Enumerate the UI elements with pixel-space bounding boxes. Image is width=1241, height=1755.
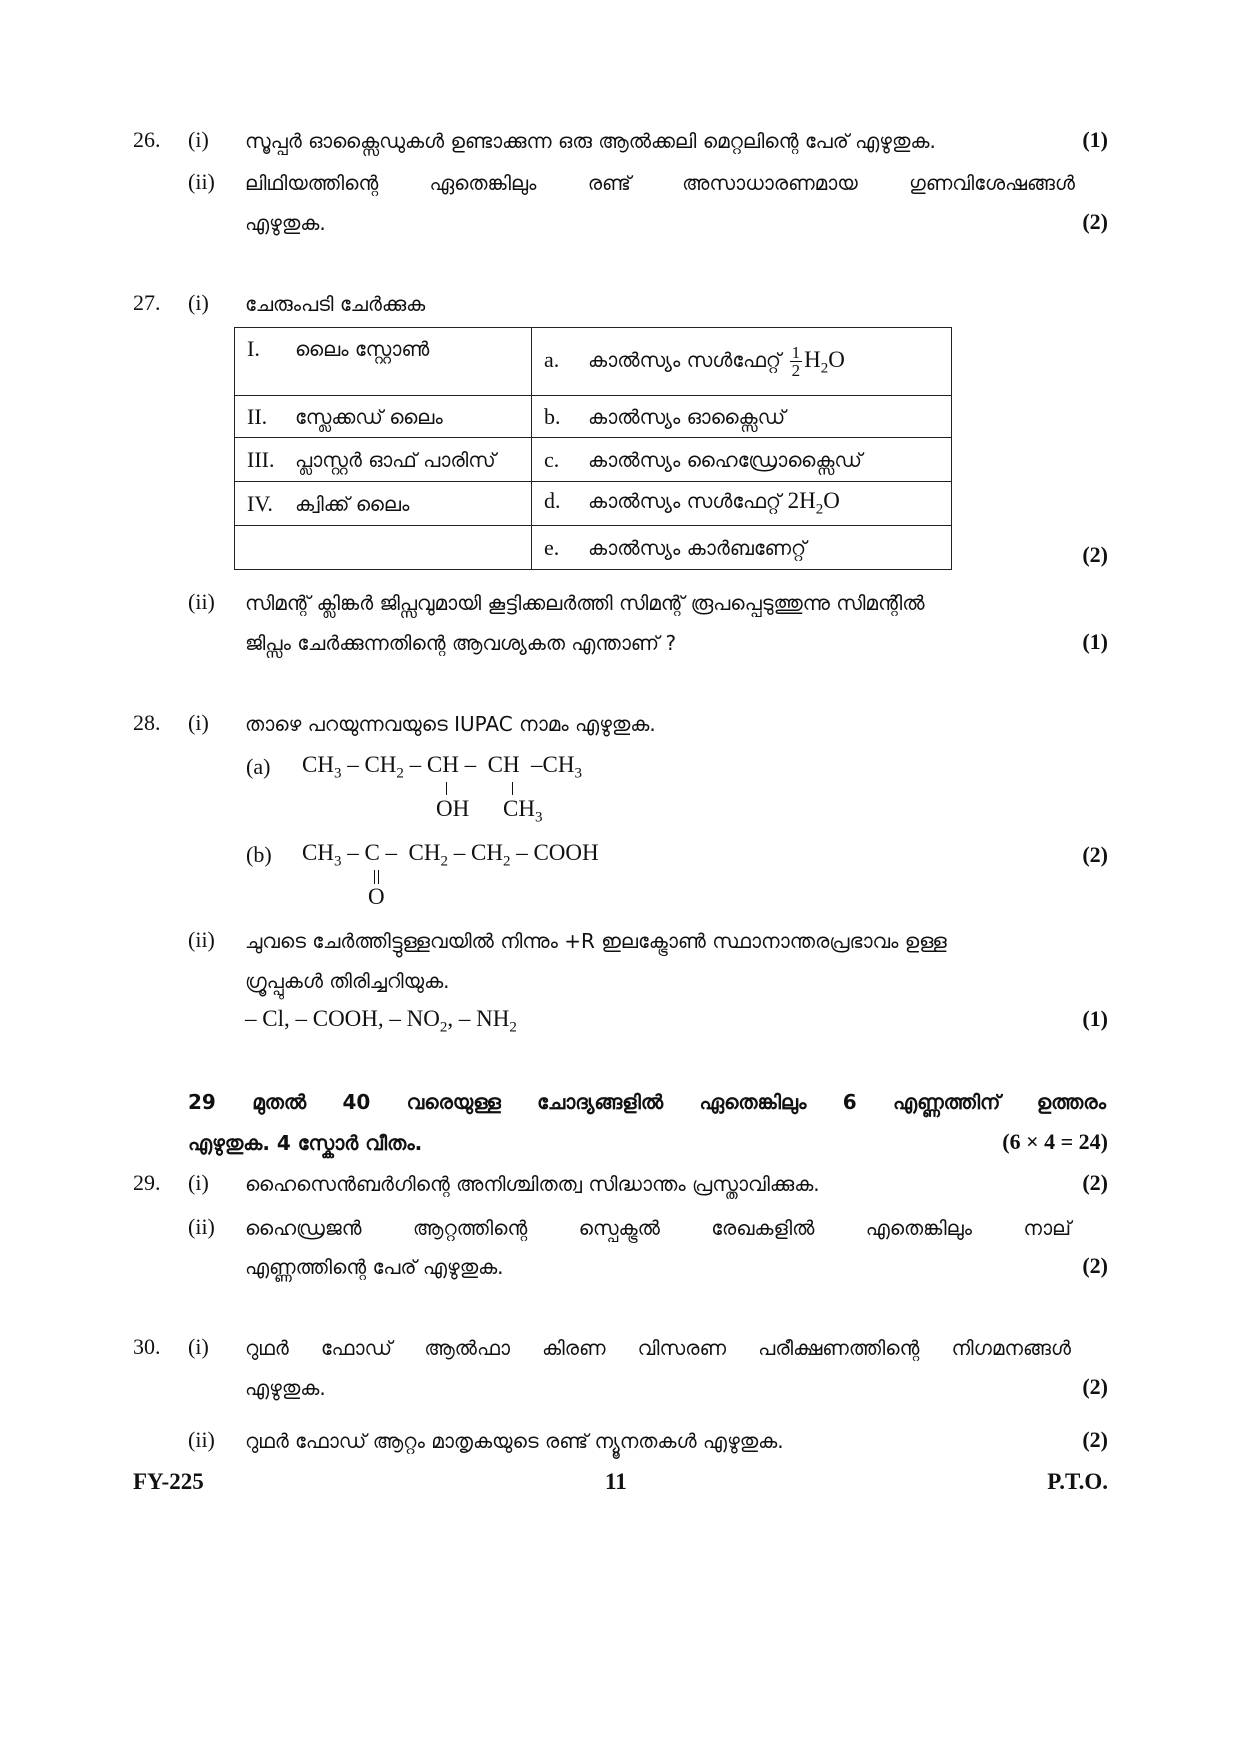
instruction-word: ചോദ്യങ്ങളിൽ	[537, 1090, 664, 1114]
left-cell	[235, 396, 532, 438]
q30-i-word: ആൽഫാ	[424, 1336, 510, 1360]
q30-i-marks: (2)	[1082, 1374, 1108, 1399]
q27-ii-line2: ജിപ്സം ചേർക്കുന്നതിന്റെ ആവശ്യകത എന്താണ് ?	[245, 631, 677, 655]
right-item: കാൽസ്യം കാർബണേറ്റ്	[588, 535, 807, 560]
table-row	[235, 438, 952, 482]
left-numeral: IV.	[247, 490, 273, 516]
q29-ii-word: ഹൈഡ്രജൻ	[245, 1216, 362, 1240]
q28-i-text: താഴെ പറയുന്നവയുടെ IUPAC നാമം എഴുതുക.	[245, 712, 656, 736]
q30-i-word: ഫോഡ്	[320, 1336, 393, 1360]
section-instruction-line2: എഴുതുക. 4 സ്കോർ വീതം.	[188, 1131, 423, 1155]
table-row	[235, 328, 952, 396]
table-row	[235, 482, 952, 526]
q27-i-text: ചേരുംപടി ചേർക്കുക	[245, 292, 426, 316]
right-item: കാൽസ്യം ഹൈഡ്രോക്സൈഡ്	[588, 447, 863, 472]
q29-ii-line2: എണ്ണത്തിന്റെ പേര് എഴുതുക.	[245, 1255, 504, 1279]
q28-ii-line2: ഗ്രൂപ്പുകൾ തിരിച്ചറിയുക.	[245, 969, 450, 993]
q29-ii-word: നാല്	[1023, 1216, 1071, 1240]
oh-group: OH	[436, 796, 470, 821]
table-row	[235, 396, 952, 438]
right-item: കാൽസ്യം സൾഫേറ്റ്	[588, 348, 781, 372]
left-item: ലൈം സ്റ്റോൺ	[295, 337, 430, 361]
q30-number: 30.	[133, 1334, 161, 1359]
q27-i-marks: (2)	[1082, 542, 1108, 567]
q29-ii-line1	[245, 1216, 1071, 1240]
q28-i-marks: (2)	[1082, 842, 1108, 867]
instruction-word: 40	[342, 1090, 371, 1114]
q30-i-word: റുഥർ	[245, 1336, 289, 1360]
q26-ii-word: ഏതെങ്കിലും	[429, 171, 537, 195]
q28-ii-line1: ചുവടെ ചേർത്തിട്ടുള്ളവയിൽ നിന്നും +R ഇലക്ട്രോൺ സ്ഥാനാന്തരപ്രഭാവം ഉള്ള	[245, 929, 947, 953]
fraction: $\frac{1}{2}$	[791, 343, 801, 380]
q29-ii-word: എതെങ്കിലും	[865, 1216, 973, 1240]
q29-ii-label: (ii)	[188, 1214, 215, 1239]
q29-ii-marks: (2)	[1082, 1253, 1108, 1278]
instruction-word: 6	[842, 1090, 857, 1114]
q28-number: 28.	[133, 710, 161, 735]
bond-line	[446, 782, 447, 795]
q30-ii-label: (ii)	[188, 1427, 215, 1452]
right-letter: e.	[544, 534, 560, 560]
instruction-word: ഏതെങ്കിലും	[699, 1090, 807, 1114]
q30-i-word: പരീക്ഷണത്തിന്റെ	[758, 1336, 920, 1360]
q26-i-marks: (1)	[1082, 127, 1108, 152]
q27-ii-label: (ii)	[188, 589, 215, 614]
q29-ii-word: രേഖകളിൽ	[711, 1216, 815, 1240]
q27-number: 27.	[133, 290, 161, 315]
right-cell	[532, 438, 952, 482]
right-letter: c.	[544, 446, 560, 472]
bond-line	[512, 782, 513, 795]
right-cell	[532, 526, 952, 570]
q29-i-label: (i)	[188, 1170, 209, 1195]
q26-ii-line2: എഴുതുക.	[245, 211, 326, 235]
right-letter: a.	[544, 347, 560, 372]
q27-ii-line1: സിമന്റ് ക്ലിങ്കർ ജിപ്സവുമായി കൂട്ടിക്കലർത്തി സിമന്റ് രൂപപ്പെടുത്തുന്നു സിമന്റിൽ	[245, 591, 925, 615]
left-cell	[235, 328, 532, 396]
q29-ii-word: സ്പെക്ട്രൽ	[578, 1216, 660, 1240]
q26-ii-line1	[245, 171, 1075, 195]
instruction-word: 29	[188, 1090, 216, 1114]
match-table	[234, 327, 952, 570]
formula-b: $CH_3$ – C – $CH_2 - CH_2$ – COOH	[302, 840, 599, 870]
q26-ii-label: (ii)	[188, 169, 215, 194]
q26-ii-marks: (2)	[1082, 209, 1108, 234]
instruction-word: വരെയുള്ള	[406, 1090, 501, 1114]
left-item: പ്ലാസ്റ്റർ ഓഫ് പാരിസ്	[295, 447, 496, 472]
instruction-word: എണ്ണത്തിന്	[893, 1090, 1001, 1114]
q29-ii-word: ആറ്റത്തിന്റെ	[412, 1216, 528, 1240]
formula-a: $CH_3 - CH_2$ – CH – CH $-CH_3$	[302, 752, 583, 782]
q29-number: 29.	[133, 1170, 161, 1195]
q26-number: 26.	[133, 127, 161, 152]
q26-ii-word: ഗുണവിശേഷങ്ങൾ	[909, 171, 1075, 195]
right-letter: d.	[544, 488, 561, 514]
q26-i-text: സൂപ്പർ ഓക്സൈഡുകൾ ഉണ്ടാക്കുന്ന ഒരു ആൽക്കലി മെറ്റലിന്റെ പേര് എഴുതുക.	[245, 129, 936, 153]
q30-i-line2: എഴുതുക.	[245, 1376, 326, 1400]
left-numeral: I.	[247, 336, 260, 361]
q28-a-label: (a)	[246, 754, 271, 779]
left-numeral: II.	[247, 403, 268, 429]
right-cell	[532, 482, 952, 526]
page-number: 11	[605, 1469, 627, 1494]
section-marks: (6 × 4 = 24)	[1002, 1129, 1108, 1154]
q29-i-text: ഹൈസെൻബർഗിന്റെ അനിശ്ചിതത്വ സിദ്ധാന്തം പ്രസ്താവിക്കുക.	[245, 1172, 820, 1196]
q30-ii-marks: (2)	[1082, 1427, 1108, 1452]
section-instruction-line1	[188, 1090, 1106, 1114]
q28-i-label: (i)	[188, 710, 209, 735]
q30-i-word: വിസരണ	[637, 1336, 727, 1360]
left-cell	[235, 438, 532, 482]
formula: $2H_2O$	[787, 488, 840, 518]
q27-i-label: (i)	[188, 290, 209, 315]
left-item: സ്ലേക്കഡ് ലൈം	[295, 404, 443, 429]
right-letter: b.	[544, 403, 561, 429]
q30-i-word: നിഗമനങ്ങൾ	[951, 1336, 1071, 1360]
left-cell	[235, 526, 532, 570]
q26-ii-word: ലിഥിയത്തിന്റെ	[245, 171, 379, 195]
right-item: കാൽസ്യം സൾഫേറ്റ്	[588, 489, 781, 514]
q26-i-label: (i)	[188, 127, 209, 152]
q26-ii-word: രണ്ട്	[587, 171, 631, 195]
group-list: – Cl, – COOH, – $NO_2$, – $NH_2$	[245, 1006, 517, 1036]
right-cell	[532, 396, 952, 438]
instruction-word: മുതൽ	[252, 1090, 307, 1114]
q29-i-marks: (2)	[1082, 1170, 1108, 1195]
q28-b-label: (b)	[246, 842, 272, 867]
paper-code: FY-225	[133, 1469, 204, 1494]
q30-i-label: (i)	[188, 1334, 209, 1359]
instruction-word: ഉത്തരം	[1036, 1090, 1106, 1114]
formula: $H_2O$	[804, 347, 845, 377]
oxygen: O	[368, 884, 385, 909]
methyl-group: $CH_3$	[503, 796, 543, 826]
pto-label: P.T.O.	[1047, 1469, 1108, 1494]
q30-i-line1	[245, 1336, 1071, 1360]
q30-ii-text: റുഥർ ഫോഡ് ആറ്റം മാതൃകയുടെ രണ്ട് ന്യൂനതകൾ എഴുതുക.	[245, 1429, 784, 1453]
left-item: ക്വിക്ക് ലൈം	[295, 491, 410, 516]
q28-ii-label: (ii)	[188, 927, 215, 952]
q28-ii-marks: (1)	[1082, 1006, 1108, 1031]
right-cell	[532, 328, 952, 396]
left-cell	[235, 482, 532, 526]
q30-i-word: കിരണ	[542, 1336, 606, 1360]
table-row	[235, 526, 952, 570]
right-item: കാൽസ്യം ഓക്സൈഡ്	[588, 404, 786, 429]
left-numeral: III.	[247, 446, 275, 472]
double-bond	[374, 870, 379, 884]
q27-ii-marks: (1)	[1082, 629, 1108, 654]
q26-ii-word: അസാധാരണമായ	[682, 171, 858, 195]
